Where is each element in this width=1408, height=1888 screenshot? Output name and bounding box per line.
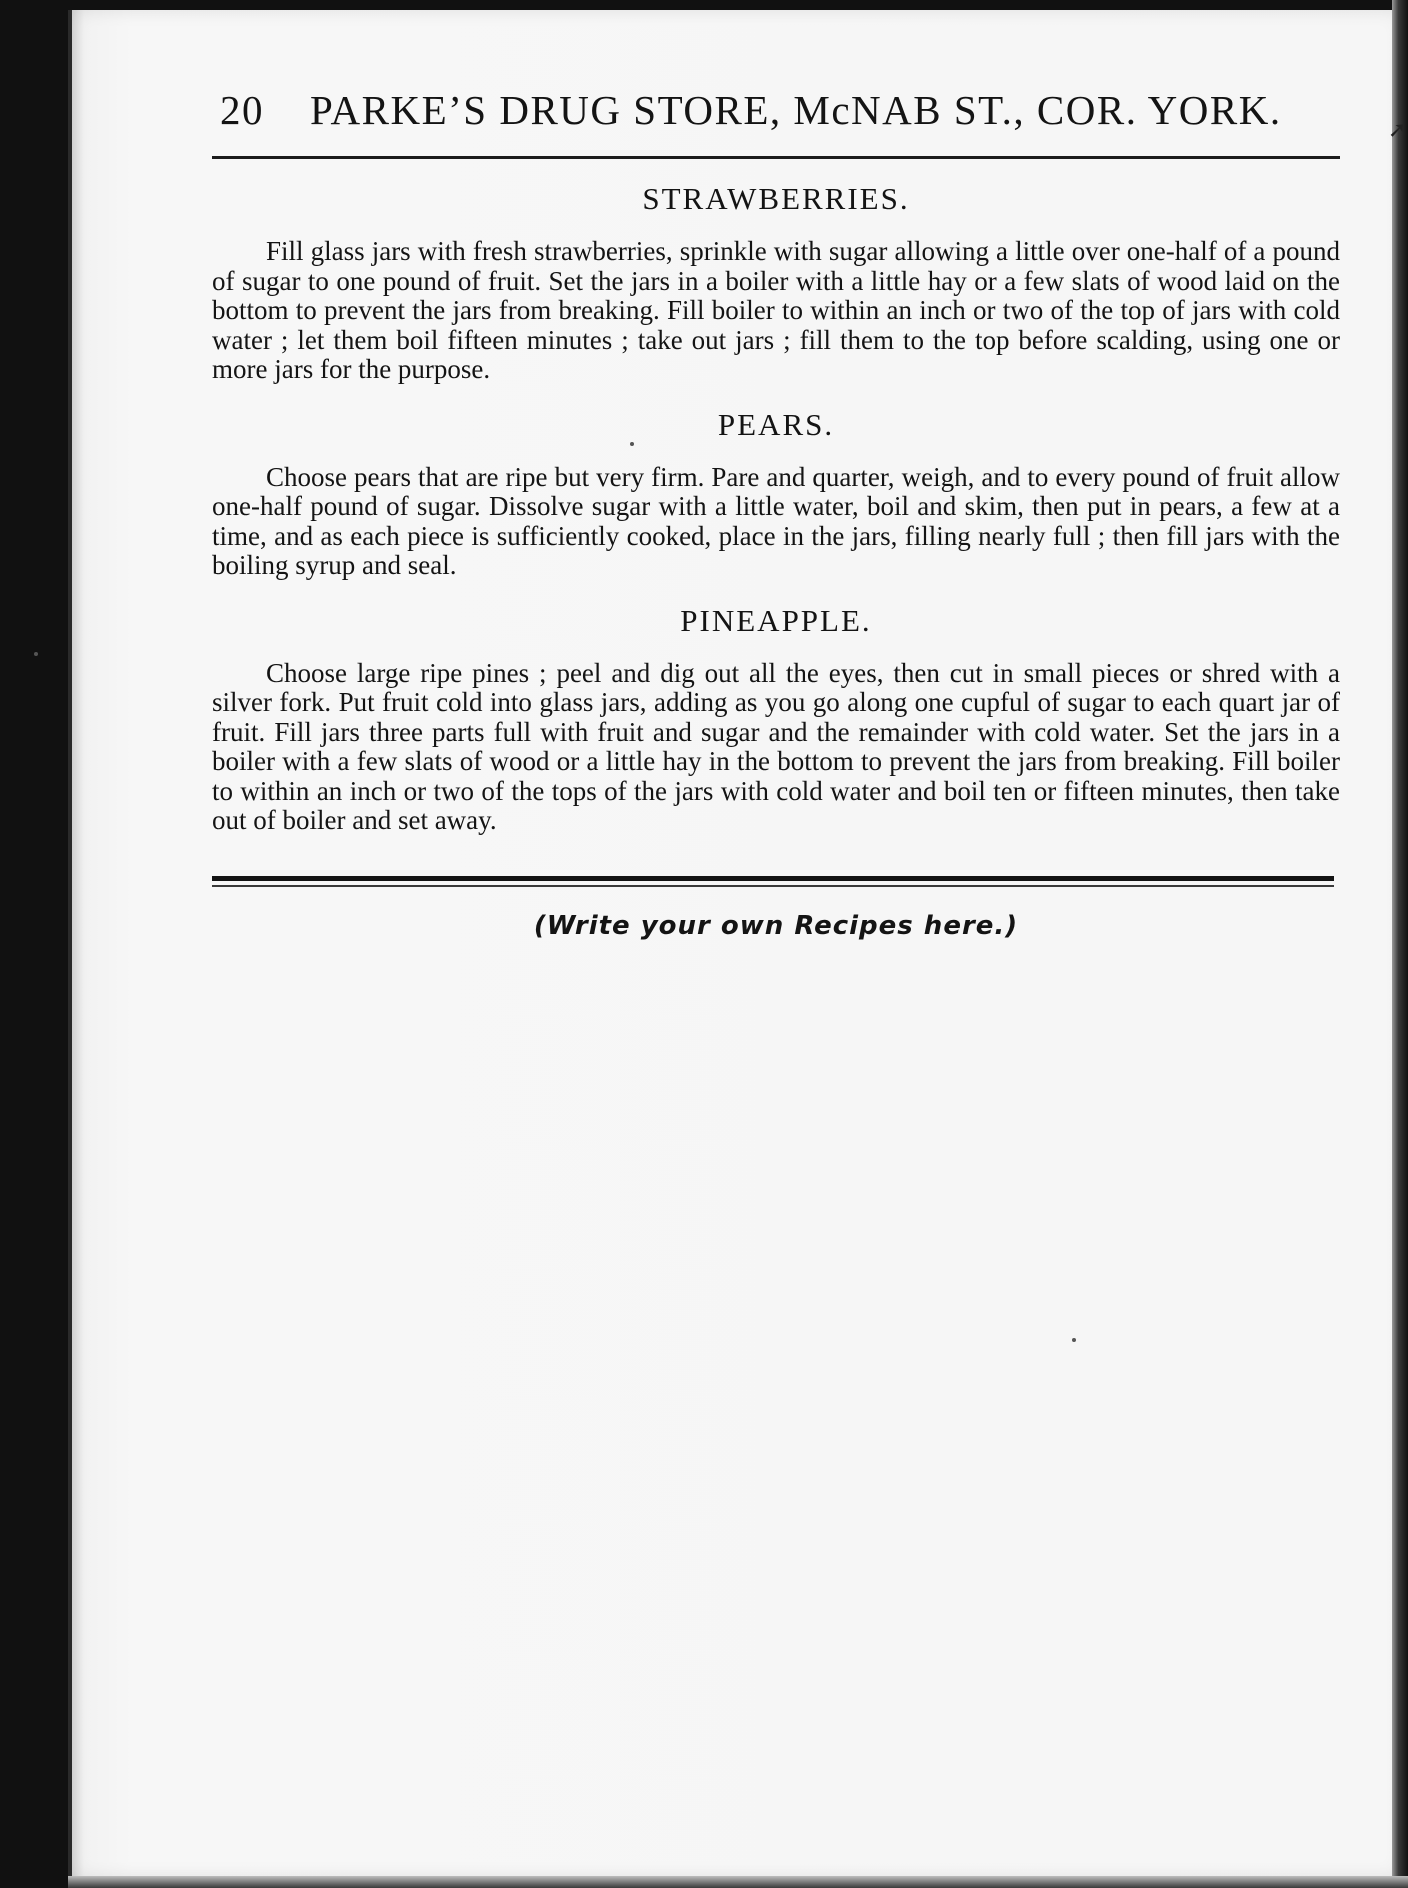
recipe-strawberries	[212, 181, 1340, 385]
ink-speck	[1072, 1338, 1076, 1342]
recipe-heading: PEARS.	[717, 406, 835, 442]
running-header	[212, 86, 1340, 142]
divider-thick-line	[212, 876, 1334, 881]
book-edge-bottom	[68, 1876, 1408, 1888]
recipe-heading: STRAWBERRIES.	[642, 181, 910, 216]
margin-mark-icon: ➚	[1388, 118, 1407, 143]
recipe-body: Fill glass jars with fresh strawberries, sprinkle with sugar allowing a little over one-half of a pound of sugar to one pound of fruit. Set the jars in a boiler with a little hay or a few slats of wood laid on the bottom to prevent the jars from breaking. Fill boiler to within an inch or two of the top of jars with cold water ; let them boil fifteen minutes ; take out jars ; fill them to the top before scalding, using one or more jars for the purpose.	[212, 236, 1340, 384]
section-divider	[212, 876, 1334, 887]
page-content	[212, 86, 1340, 941]
header-title: PARKE’S DRUG STORE, McNAB ST., COR. YORK.	[310, 87, 1282, 133]
ink-speck	[630, 442, 634, 446]
ink-speck	[34, 652, 38, 656]
recipe-body: Choose pears that are ripe but very firm. Pare and quarter, weigh, and to every pound of fruit allow one-half pound of sugar. Dissolve sugar with a little water, boil and skim, then put in pears, a few at a time, and as each piece is sufficiently cooked, place in the jars, filling nearly full ; then fill jars with the boiling syrup and seal.	[212, 461, 1340, 580]
book-edge-right	[1392, 0, 1408, 1888]
notes-caption: (Write your own Recipes here.)	[533, 910, 1019, 941]
divider-thin-line	[212, 885, 1334, 887]
recipe-pineapple	[212, 603, 1340, 836]
recipe-heading: PINEAPPLE.	[680, 602, 872, 638]
recipe-pears	[212, 407, 1340, 581]
recipe-body: Choose large ripe pines ; peel and dig out all the eyes, then cut in small pieces or shred with a silver fork. Put fruit cold into glass jars, adding as you go along one cupful of sugar to each quart jar of fruit. Fill jars three parts full with fruit and sugar and the remainder with cold water. Set the jars in a boiler with a few slats of wood or a little hay in the bottom to prevent the jars from breaking. Fill boiler to within an inch or two of the tops of the jars with cold water and boil ten or fifteen minutes, then take out of boiler and set away.	[212, 657, 1340, 835]
header-rule	[212, 156, 1340, 159]
page-number: 20	[220, 87, 264, 133]
